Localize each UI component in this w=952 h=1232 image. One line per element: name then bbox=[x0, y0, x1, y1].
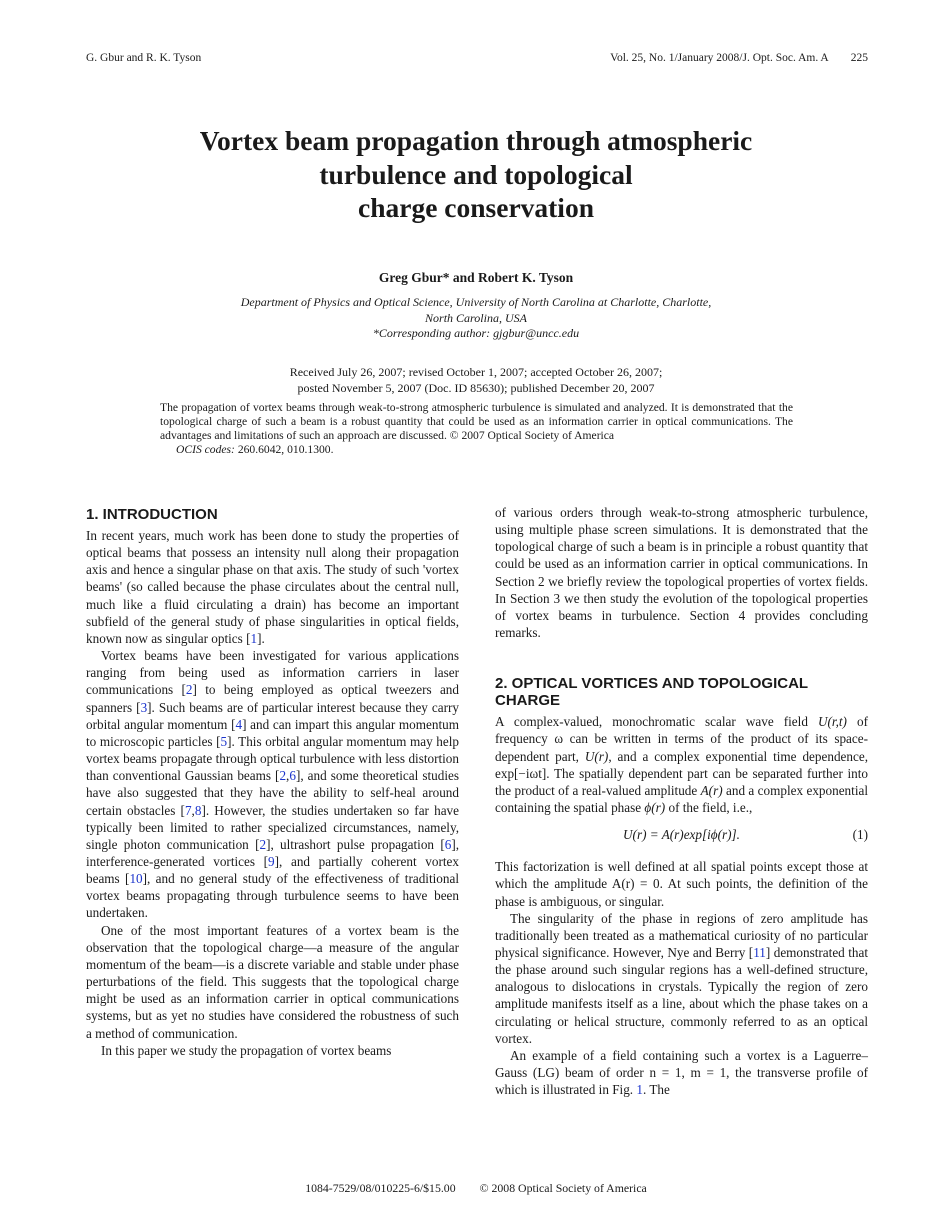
equation-1 bbox=[495, 826, 868, 846]
figure-link[interactable]: 1 bbox=[636, 1082, 643, 1098]
citation-link[interactable]: 6 bbox=[444, 836, 452, 852]
intro-paragraph-1: In recent years, much work has been done to study the properties of optical beams that possess an intensity null along their propagation axis and hence a singular phase on that axis. The study of such 'vortex beams' (so called because the phase circulates about the central null, much like a fluid circulating a drain) has become an important subfield of the general study of phase singularities in optical fields, known now as singular optics [1]. bbox=[86, 528, 459, 646]
citation-link[interactable]: 4 bbox=[235, 716, 243, 732]
publication-dates bbox=[0, 364, 952, 396]
intro-paragraph-2: Vortex beams have been investigated for various applications ranging from being used as information carriers in laser communications [2] to being employed as optical tweezers and spanners [3]. Such beams are of particular interest because they carry orbital angular momentum [4] and can impart this angular momentum to microscopic particles [5]. This orbital angular momentum may help vortex beams propagate through optical turbulence with less distortion than conventional Gaussian beams [2,6], and some theoretical studies have also suggested that they have the ability to self-heal around certain obstacles [7,8]. However, the studies undertaken so far have typically been limited to rather specialized circumstances, namely, single photon communication [2], ultrashort pulse propagation [6], interference-generated vortices [9], and partially coherent vortex beams [10], and no general study of the effectiveness of traditional vortex beams propagating through turbulence seems to have been undertaken. bbox=[86, 648, 460, 921]
title-line: turbulence and topological bbox=[319, 158, 633, 190]
equation-number: (1) bbox=[852, 827, 868, 843]
citation-link[interactable]: 8 bbox=[194, 802, 202, 818]
affiliation-line: North Carolina, USA bbox=[425, 310, 527, 325]
citation-link[interactable]: 10 bbox=[129, 871, 143, 887]
section2-paragraph-1: A complex-valued, monochromatic scalar wave field U(r,t) of frequency ω can be written in terms of the product of its space-dependent part, U(r), and a complex exponential time dependence, exp[−iωt]. The spatially dependent part can be separated further into the product of a real-valued amplitude A(r) and a complex exponential containing the spatial phase ϕ(r) of the field, i.e., bbox=[495, 714, 868, 816]
author-list: Greg Gbur* and Robert K. Tyson bbox=[378, 270, 574, 285]
abstract bbox=[160, 401, 793, 457]
dates-line: posted November 5, 2007 (Doc. ID 85630); published December 20, 2007 bbox=[297, 381, 655, 395]
citation-link[interactable]: 2 bbox=[185, 682, 193, 698]
affiliation-line: Department of Physics and Optical Science, University of North Carolina at Charlotte, Charlotte, bbox=[240, 295, 712, 309]
paper-title bbox=[0, 124, 952, 225]
citation-link[interactable]: 9 bbox=[268, 853, 275, 869]
citation-link[interactable]: 11 bbox=[753, 944, 766, 960]
section-heading-introduction: 1. INTRODUCTION bbox=[86, 506, 218, 523]
journal-citation: Vol. 25, No. 1/January 2008/J. Opt. Soc. Am. A bbox=[610, 52, 829, 64]
copyright-notice: © 2008 Optical Society of America bbox=[479, 1181, 647, 1195]
ocis-label: OCIS codes: bbox=[176, 443, 235, 456]
running-head bbox=[86, 52, 868, 68]
left-column bbox=[86, 504, 459, 1059]
intro-paragraph-3: One of the most important features of a vortex beam is the observation that the topological charge—a measure of the angular momentum of the beam—is a discrete variable and stable under phase perturbations of the field. This suggests that the topological charge might be used as an information carrier in optical communications systems, but as yet no studies have considered the robustness of such a method of communication. bbox=[86, 922, 459, 1041]
section2-paragraph-4: An example of a field containing such a vortex is a Laguerre–Gauss (LG) beam of order n = 1, m = 1, the transverse profile of which is illustrated in Fig. 1. The bbox=[495, 1047, 868, 1098]
dates-line: Received July 26, 2007; revised October 1, 2007; accepted October 26, 2007; bbox=[289, 365, 663, 379]
equation-expression: U(r) = A(r)exp[iϕ(r)]. bbox=[623, 827, 740, 843]
intro-paragraph-4-continued: of various orders through weak-to-strong atmospheric turbulence, using multiple phase screen simulations. It is demonstrated that the topological charge of such a beam is in principle a robust quantity that could be used as an information carrier in optical communications. In Section 2 we briefly review the topological properties of vortex fields. In Section 3 we then study the evolution of the topological properties of vortex beams in turbulence. Section 4 provides concluding remarks. bbox=[495, 505, 868, 641]
corresponding-author: *Corresponding author: gjgbur@uncc.edu bbox=[372, 326, 580, 340]
section-heading-optical-vortices: 2. OPTICAL VORTICES AND TOPOLOGICAL CHARGE bbox=[495, 675, 808, 710]
section-gap bbox=[495, 641, 868, 675]
title-line: Vortex beam propagation through atmospheric bbox=[199, 125, 753, 156]
citation-link[interactable]: 1 bbox=[250, 630, 258, 646]
article-code: 1084-7529/08/010225-6/$15.00 bbox=[305, 1181, 456, 1195]
page-number: 225 bbox=[850, 52, 868, 64]
section2-paragraph-3: The singularity of the phase in regions of zero amplitude has traditionally been treated as a mathematical curiosity of no particular physical significance. However, Nye and Berry [11] demonstrated that the phase around such singular regions has a well-defined structure, analogous to dislocations in crystals. Typically the region of zero amplitude manifests itself as a line, about which the phase takes on a circulating or helical structure, commonly referred to as an optical vortex. bbox=[495, 910, 868, 1046]
right-column bbox=[495, 504, 868, 1098]
citation-link[interactable]: 7 bbox=[184, 802, 192, 818]
affiliation bbox=[0, 295, 952, 342]
citation-link[interactable]: 5 bbox=[220, 733, 228, 749]
section2-paragraph-2: This factorization is well defined at all spatial points except those at which the amplitude A(r) = 0. At such points, the definition of the phase is ambiguous, or singular. bbox=[495, 859, 868, 909]
citation-link[interactable]: 2 bbox=[279, 768, 287, 784]
ocis-values: 260.6042, 010.1300. bbox=[237, 443, 334, 456]
page-footer bbox=[0, 1181, 952, 1196]
running-head-journal bbox=[610, 52, 868, 64]
title-line: charge conservation bbox=[358, 192, 594, 223]
citation-link[interactable]: 3 bbox=[140, 699, 148, 715]
intro-paragraph-4: In this paper we study the propagation of vortex beams bbox=[101, 1042, 392, 1058]
abstract-text: The propagation of vortex beams through weak-to-strong atmospheric turbulence is simulated and analyzed. It is demonstrated that the topological charge of such a beam is a robust quantity that could be used as an information carrier in optical communications. The advantages and limitations of such an approach are discussed. © 2007 Optical Society of America bbox=[160, 401, 793, 442]
citation-link[interactable]: 2 bbox=[259, 836, 267, 852]
citation-link[interactable]: 6 bbox=[289, 768, 296, 784]
running-head-authors: G. Gbur and R. K. Tyson bbox=[86, 52, 202, 64]
ocis-codes bbox=[160, 443, 793, 457]
